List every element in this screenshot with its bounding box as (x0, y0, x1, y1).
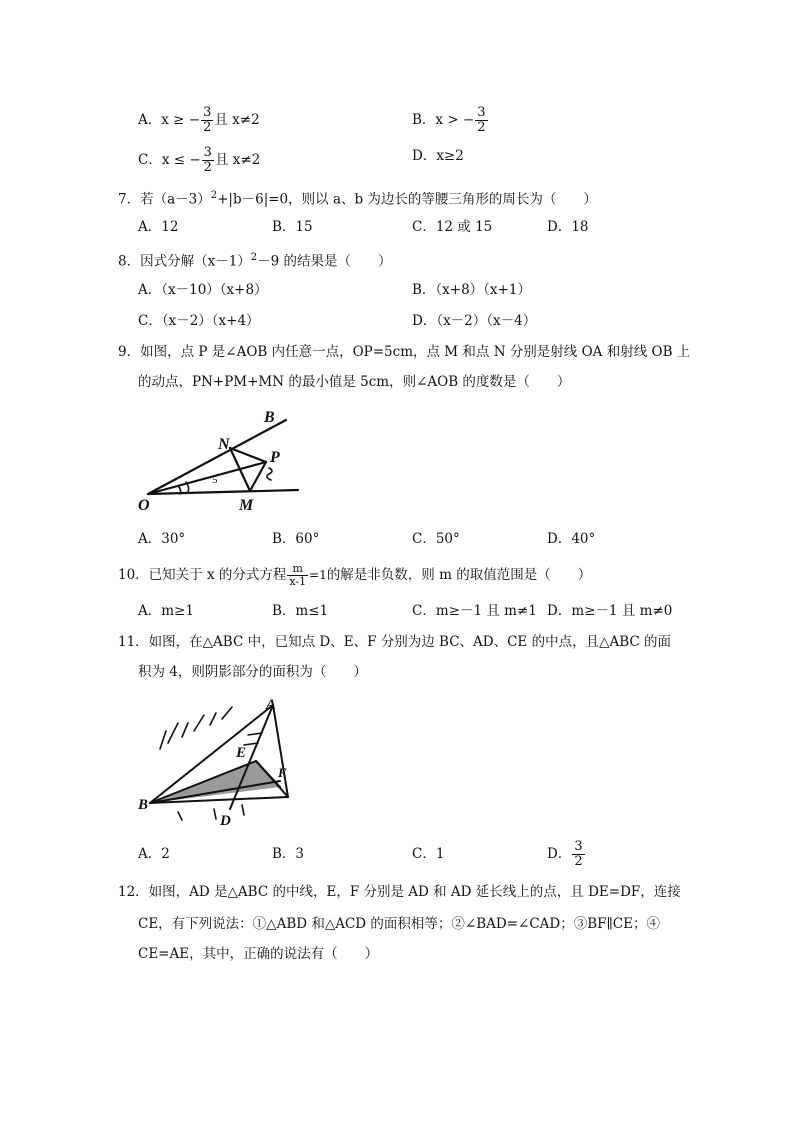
q11-option-d[interactable]: D． $\frac{3}{2}$ (547, 839, 583, 869)
q7-option-c[interactable]: C．12 或 15 (412, 219, 493, 235)
q8-option-d[interactable]: D．（x－2）（x－4） (412, 313, 537, 329)
q11-option-d-fraction: $\frac{3}{2}$ (574, 839, 583, 869)
q11-option-a[interactable]: A．2 (138, 846, 170, 862)
q6-option-a-fraction: $\frac{3}{2}$ (203, 105, 212, 135)
q12-stem-line2: CE，有下列说法：①△ABD 和△ACD 的面积相等；②∠BAD=∠CAD；③BF∥CE；④ (138, 916, 660, 932)
q7-stem: 7．若$(a-3)^2+|b-6|=0$，则以 a、b 为边长的等腰三角形的周长为（ ） (118, 190, 597, 208)
q11-stem-line1: 11．如图，在△ABC 中，已知点 D、E、F 分别为边 BC、AD、CE 的中点，且△ABC 的面 (118, 634, 671, 650)
q7-option-b[interactable]: B．15 (272, 219, 313, 235)
q10-option-a[interactable]: A．m≥1 (138, 603, 194, 619)
q7-option-a[interactable]: A．12 (138, 219, 179, 235)
q9-stem-line2: 的动点，PN+PM+MN 的最小值是 5cm，则∠AOB 的度数是（ ） (138, 374, 571, 390)
q8-option-c[interactable]: C．（x－2）（x+4） (138, 313, 260, 329)
q12-stem-line3: CE=AE，其中，正确的说法有（ ） (138, 946, 379, 962)
q9-stem-line1: 9．如图，点 P 是∠AOB 内任意一点，OP=5cm，点 M 和点 N 分别是射线 OA 和射线 OB 上 (118, 344, 691, 360)
q9-label-n: N (218, 436, 230, 453)
q6-option-a[interactable]: A．x ≥ − $\frac{3}{2}$ 且 x≠2 (138, 105, 260, 135)
q9-option-a[interactable]: A．30° (138, 531, 186, 547)
q10-option-d[interactable]: D．m≥－1 且 m≠0 (547, 603, 673, 619)
q8-stem: 8．因式分解$(x-1)^2-9$ 的结果是（ ） (118, 252, 392, 270)
q9-label-b: B (264, 409, 275, 426)
q11-label-e: E (236, 745, 247, 761)
q11-label-f: F (278, 765, 287, 780)
q11-option-b[interactable]: B．3 (272, 846, 305, 862)
q11-stem-line2: 积为 4，则阴影部分的面积为（ ） (138, 664, 367, 680)
q6-option-b-fraction: $\frac{3}{2}$ (477, 105, 486, 135)
q9-option-d[interactable]: D．40° (547, 531, 596, 547)
q11-label-d: D (220, 813, 231, 829)
q12-stem-line1: 12．如图，AD 是△ABC 的中线，E，F 分别是 AD 和 AD 延长线上的点，且 DE=DF，连接 (118, 884, 681, 900)
q9-option-b[interactable]: B．60° (272, 531, 320, 547)
q6-option-c[interactable]: C．x ≤ − $\frac{3}{2}$ 且 x≠2 (138, 145, 261, 175)
q9-label-p: P (270, 449, 280, 466)
q11-label-b: B (138, 797, 149, 813)
q9-figure (138, 402, 303, 514)
q11-option-c[interactable]: C．1 (412, 846, 445, 862)
q10-fraction: $\frac{m}{x-1}$ (289, 562, 307, 588)
q9-option-c[interactable]: C．50° (412, 531, 460, 547)
q10-option-c[interactable]: C．m≥－1 且 m≠1 (412, 603, 537, 619)
q6-option-b[interactable]: B．x > − $\frac{3}{2}$ (412, 105, 486, 135)
q6-option-d[interactable]: D．x≥2 (412, 148, 464, 164)
q11-figure (138, 697, 290, 829)
q10-option-b[interactable]: B．m≤1 (272, 603, 329, 619)
q10-stem: 10．已知关于 x 的分式方程 $\frac{m}{x-1}$ =1的解是非负数，则 m 的取值范围是（ ） (118, 562, 592, 588)
q8-option-b[interactable]: B．（x+8）（x+1） (412, 282, 531, 298)
q7-option-d[interactable]: D．18 (547, 219, 589, 235)
q8-option-a[interactable]: A．（x－10）（x+8） (138, 282, 268, 298)
q11-label-a: A (266, 697, 277, 713)
q9-mark-5: 5 (212, 474, 218, 486)
q6-option-c-fraction: $\frac{3}{2}$ (203, 145, 212, 175)
q9-label-m: M (239, 497, 254, 514)
q9-label-o: O (138, 497, 150, 514)
